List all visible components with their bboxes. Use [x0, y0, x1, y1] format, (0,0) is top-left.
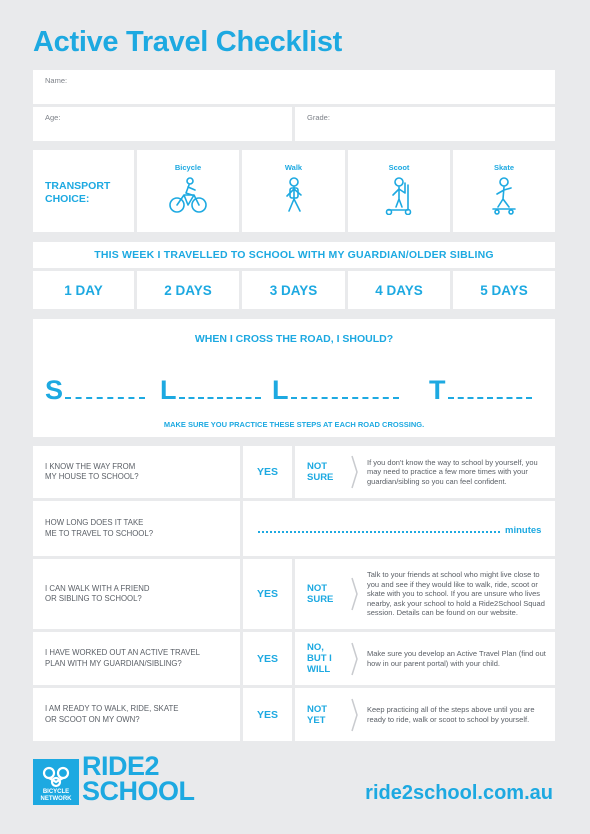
tip-walk-with-friend: Talk to your friends at school who might live close to you and see if they would like to walk, ride, scoot or skate with you to school. If you are unsure who lives nearby, ask your school to hold a Ride2School Squad session. Details can be found on our website. — [367, 570, 545, 618]
transport-choice-label-cell — [33, 150, 134, 232]
day-option-3[interactable]: 3 DAYS — [242, 271, 345, 309]
name-label: Name: — [45, 76, 68, 85]
grade-field[interactable] — [295, 107, 555, 141]
yes-button-walk-with-friend[interactable]: YES — [243, 559, 292, 629]
walk-label: Walk — [284, 163, 303, 172]
answer-panel-travel-plan — [295, 632, 555, 685]
tip-travel-plan: Make sure you develop an Active Travel Plan (find out how in our parent portal) with your child. — [367, 649, 546, 668]
step-t[interactable]: T — [429, 375, 532, 406]
not-yet-option[interactable]: NOT YET — [307, 703, 328, 726]
skateboard-icon — [489, 177, 519, 220]
transport-option-skate[interactable] — [453, 150, 555, 232]
name-field[interactable] — [33, 70, 555, 104]
minutes-answer-field[interactable] — [243, 501, 555, 556]
no-but-i-will-option[interactable]: NO, BUT I WILL — [307, 642, 332, 675]
chevron-right-icon — [349, 559, 363, 629]
answer-panel-walk-with-friend — [295, 559, 555, 629]
yes-button-know-way[interactable]: YES — [243, 446, 292, 498]
day-option-4[interactable]: 4 DAYS — [348, 271, 450, 309]
transport-option-bicycle[interactable] — [137, 150, 239, 232]
step-l2[interactable]: L — [272, 375, 399, 406]
age-label: Age: — [45, 113, 61, 122]
guardian-heading: THIS WEEK I TRAVELLED TO SCHOOL WITH MY GUARDIAN/OLDER SIBLING — [33, 242, 555, 268]
chevron-right-icon — [349, 446, 363, 498]
website-link[interactable]: ride2school.com.au — [365, 782, 553, 804]
bicycle-icon — [168, 177, 208, 220]
yes-button-travel-plan[interactable]: YES — [243, 632, 292, 685]
day-option-1[interactable]: 1 DAY — [33, 271, 134, 309]
answer-panel-know-way — [295, 446, 555, 498]
ride2school-logo: RIDE2 SCHOOL — [82, 751, 195, 806]
chevron-right-icon — [349, 688, 363, 741]
minutes-label: minutes — [505, 525, 542, 536]
grade-label: Grade: — [307, 113, 330, 122]
not-sure-option-walk-with-friend[interactable]: NOT SURE — [307, 583, 334, 605]
step-s[interactable]: S — [45, 375, 145, 406]
step-l1[interactable]: L — [160, 375, 261, 406]
question-travel-time: HOW LONG DOES IT TAKE ME TO TRAVEL TO SCHOOL? — [33, 501, 240, 556]
transport-option-scoot[interactable] — [348, 150, 450, 232]
chevron-right-icon — [349, 632, 363, 685]
page-title: Active Travel Checklist — [33, 26, 343, 58]
age-field[interactable] — [33, 107, 292, 141]
bicycle-label: Bicycle — [174, 163, 202, 172]
tip-ready-on-own: Keep practicing all of the steps above until you are ready to ride, walk or scoot to school by yourself. — [367, 705, 535, 724]
day-option-2[interactable]: 2 DAYS — [137, 271, 239, 309]
not-sure-option-know-way[interactable]: NOT SURE — [307, 461, 334, 483]
question-travel-plan: I HAVE WORKED OUT AN ACTIVE TRAVEL PLAN WITH MY GUARDIAN/SIBLING? — [33, 632, 240, 685]
day-option-5[interactable]: 5 DAYS — [453, 271, 555, 309]
scoot-label: Scoot — [388, 163, 410, 172]
transport-option-walk[interactable] — [242, 150, 345, 232]
bicycle-network-logo — [33, 759, 79, 805]
minutes-dotted-line — [258, 531, 500, 533]
question-know-way: I KNOW THE WAY FROM MY HOUSE TO SCHOOL? — [33, 446, 240, 498]
bicycle-network-label: BICYCLE NETWORK — [40, 789, 72, 802]
transport-choice-label: TRANSPORT CHOICE: — [45, 180, 111, 205]
answer-panel-ready-on-own — [295, 688, 555, 741]
road-crossing-footer: MAKE SURE YOU PRACTICE THESE STEPS AT EACH ROAD CROSSING. — [163, 420, 425, 429]
question-ready-on-own: I AM READY TO WALK, RIDE, SKATE OR SCOOT ON MY OWN? — [33, 688, 240, 741]
tip-know-way: If you don't know the way to school by yourself, you may need to practice a few more times with your guardian/sibling so you can feel confident. — [367, 457, 538, 486]
skate-label: Skate — [493, 163, 514, 172]
road-crossing-panel — [33, 319, 555, 437]
walking-person-icon — [282, 177, 306, 220]
question-walk-with-friend: I CAN WALK WITH A FRIEND OR SIBLING TO SCHOOL? — [33, 559, 240, 629]
yes-button-ready-on-own[interactable]: YES — [243, 688, 292, 741]
road-crossing-heading: WHEN I CROSS THE ROAD, I SHOULD? — [194, 333, 394, 345]
scooter-icon — [384, 177, 414, 220]
